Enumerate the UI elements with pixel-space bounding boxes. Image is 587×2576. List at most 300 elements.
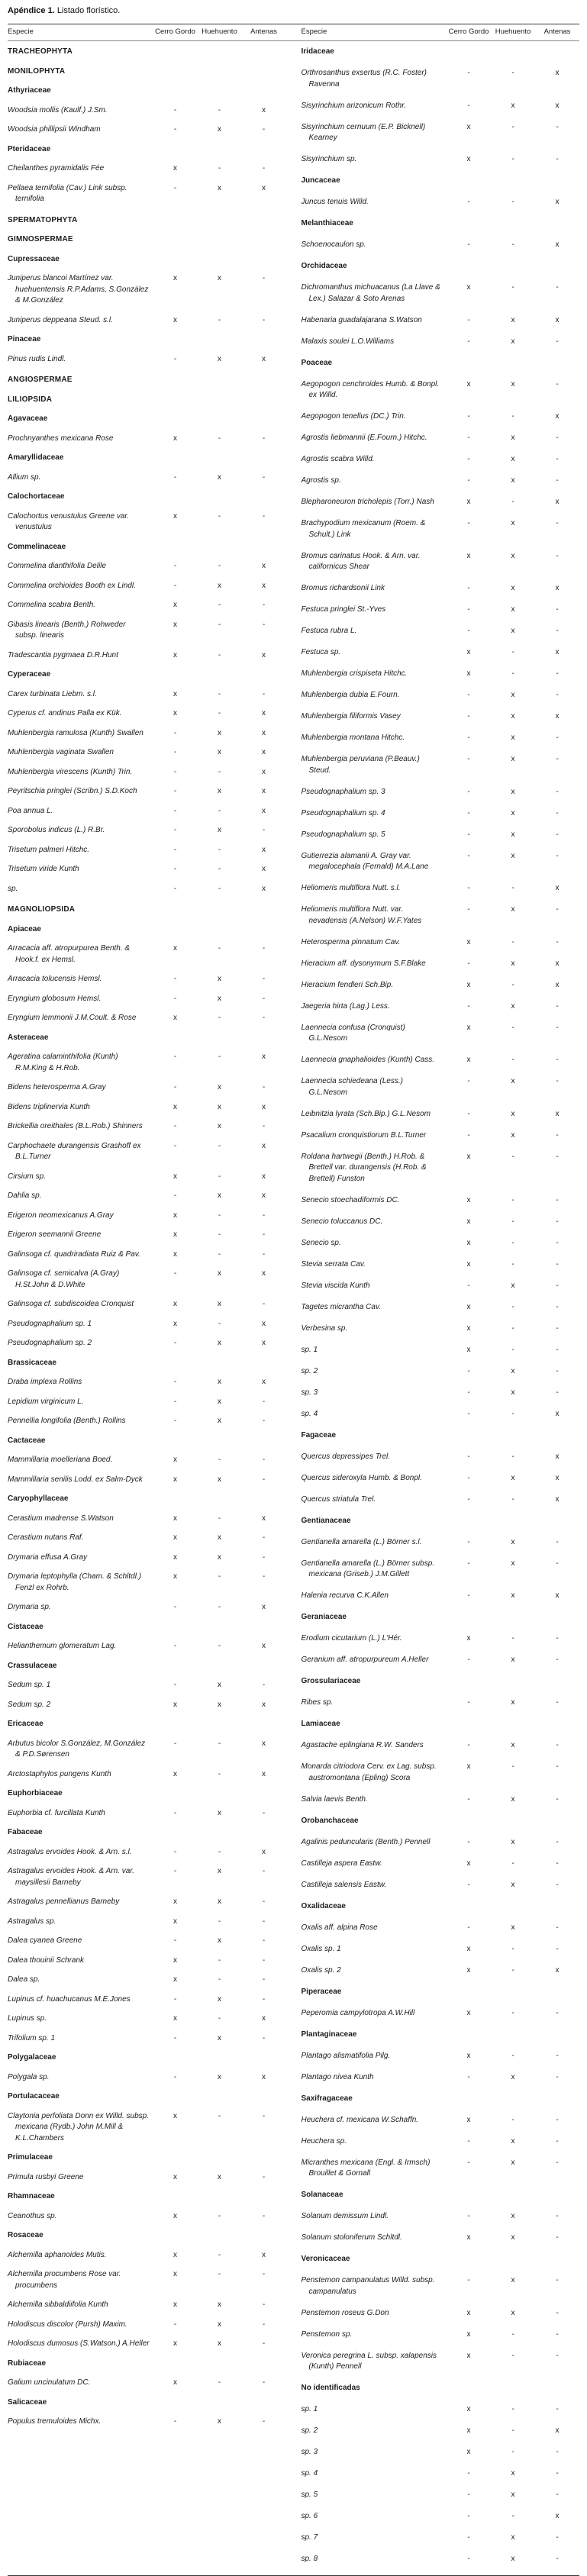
presence-mark: -: [556, 830, 559, 839]
presence-mark: -: [218, 1053, 221, 1061]
presence-mark: x: [511, 1794, 515, 1804]
presence-mark: -: [511, 648, 514, 656]
species-row: [302, 1559, 580, 1581]
presence-mark: -: [173, 1339, 177, 1347]
species-row: [8, 994, 286, 1005]
presence-mark: -: [467, 1656, 470, 1664]
presence-mark: -: [218, 806, 221, 815]
presence-mark: -: [556, 2533, 559, 2542]
presence-mark: -: [556, 2469, 559, 2478]
taxon-name: Cyperaceae: [8, 670, 51, 679]
species-row: [8, 1121, 286, 1133]
presence-mark: x: [555, 884, 560, 892]
taxon-name: Piperaceae: [301, 1987, 342, 1996]
presence-mark: x: [173, 1514, 177, 1523]
taxon-name: Pinus rudis Lindl.: [8, 354, 66, 363]
family-row: [8, 1358, 286, 1369]
species-row: [302, 1740, 580, 1752]
taxon-name: Plantago nivea Kunth: [301, 2072, 374, 2081]
presence-mark: -: [467, 851, 470, 860]
presence-mark: -: [556, 519, 559, 527]
taxon-name: Orchidaceae: [301, 262, 347, 270]
presence-mark: x: [173, 620, 177, 629]
presence-mark: -: [556, 1152, 559, 1161]
presence-mark: -: [262, 2211, 266, 2220]
taxon-name: Drymaria effusa A.Gray: [8, 1552, 88, 1562]
taxon-name: Allium sp.: [8, 472, 41, 482]
species-row: [8, 1319, 286, 1330]
species-row: [302, 733, 580, 744]
presence-mark: -: [467, 1591, 470, 1600]
presence-mark: -: [467, 1281, 470, 1290]
presence-mark: -: [467, 2212, 470, 2220]
presence-mark: x: [466, 2008, 471, 2017]
presence-mark: -: [467, 1923, 470, 1932]
species-row: [8, 1847, 286, 1859]
presence-mark: x: [466, 1195, 471, 1204]
presence-mark: -: [218, 2250, 221, 2259]
species-row: [302, 1345, 580, 1356]
family-row: [302, 1676, 580, 1688]
taxon-name: Melanthiaceae: [301, 219, 353, 227]
taxon-name: Pseudognaphalium sp. 1: [8, 1319, 92, 1328]
taxon-name: GIMNOSPERMAE: [8, 235, 73, 243]
presence-mark: x: [466, 551, 471, 560]
species-row: [302, 2426, 580, 2437]
taxon-name: Castilleja salensis Eastw.: [301, 1880, 387, 1889]
presence-mark: -: [467, 1537, 470, 1546]
presence-mark: -: [262, 2172, 266, 2181]
presence-mark: x: [511, 2233, 515, 2242]
taxon-name: Veronica peregrina L. subsp. xalapensis (Kunth) Pennell: [301, 2351, 437, 2371]
presence-mark: -: [511, 2008, 514, 2017]
taxon-name: Geranium aff. atropurpureum A.Heller: [301, 1656, 429, 1664]
taxon-name: Trifolium sp. 1: [8, 2033, 56, 2042]
presence-mark: x: [511, 2308, 515, 2317]
presence-mark: -: [556, 669, 559, 678]
taxon-name: Salvia laevis Benth.: [301, 1794, 368, 1804]
taxon-name: Gentianella amarella (L.) Börner s.l.: [301, 1537, 422, 1546]
taxon-name: Juniperus blancoi Martínez var. huehuentensis R.P.Adams, S.González & M.González: [8, 274, 149, 305]
presence-mark: -: [262, 1572, 266, 1581]
species-row: [302, 851, 580, 873]
presence-mark: -: [467, 1794, 470, 1804]
presence-mark: -: [173, 2033, 177, 2042]
taxon-name: Brachypodium mexicanum (Roem. & Schult.) Link: [301, 519, 426, 539]
presence-mark: -: [467, 198, 470, 206]
presence-mark: x: [262, 1172, 266, 1181]
presence-mark: x: [173, 315, 177, 324]
presence-mark: -: [262, 2417, 266, 2426]
presence-mark: x: [262, 1847, 266, 1856]
presence-mark: -: [556, 937, 559, 946]
species-row: [8, 1052, 286, 1074]
species-row: [302, 647, 580, 659]
species-row: [8, 2111, 286, 2145]
presence-mark: -: [262, 1300, 266, 1308]
presence-mark: -: [511, 1634, 514, 1643]
taxon-name: Hieracium fendleri Sch.Bip.: [301, 980, 394, 989]
taxon-name: Heliomeris multiflora Nutt. s.l.: [301, 884, 401, 892]
presence-mark: -: [556, 1537, 559, 1546]
presence-mark: -: [556, 337, 559, 346]
species-row: [8, 1397, 286, 1408]
taxon-name: sp. 3: [301, 1388, 318, 1397]
presence-mark: -: [467, 476, 470, 485]
presence-mark: -: [511, 2512, 514, 2520]
species-row: [302, 1259, 580, 1271]
species-row: [8, 315, 286, 327]
presence-mark: -: [556, 1656, 559, 1664]
presence-mark: -: [511, 122, 514, 131]
species-row: [8, 105, 286, 117]
presence-mark: -: [467, 2469, 470, 2478]
presence-mark: x: [173, 689, 177, 698]
presence-mark: x: [511, 1880, 515, 1889]
species-row: [302, 959, 580, 970]
taxon-name: No identificadas: [301, 2384, 360, 2392]
presence-mark: x: [555, 69, 560, 77]
right-column: [302, 47, 580, 2575]
presence-mark: x: [262, 354, 266, 363]
presence-mark: x: [555, 1494, 560, 1504]
presence-mark: -: [511, 1323, 514, 1333]
presence-mark: -: [467, 2276, 470, 2284]
taxon-name: Muhlenbergia virescens (Kunth) Trin.: [8, 767, 133, 776]
presence-mark: x: [555, 1409, 560, 1418]
presence-mark: x: [173, 1897, 177, 1906]
taxon-name: Schoenocaulon sp.: [301, 240, 366, 249]
species-row: [8, 1641, 286, 1652]
species-row: [302, 690, 580, 701]
presence-mark: x: [173, 709, 177, 717]
species-row: [8, 620, 286, 642]
presence-mark: -: [218, 709, 221, 717]
presence-mark: -: [218, 601, 221, 609]
presence-mark: -: [218, 164, 221, 172]
presence-mark: x: [555, 198, 560, 206]
presence-mark: x: [262, 1191, 266, 1200]
species-row: [302, 787, 580, 798]
presence-mark: -: [262, 994, 266, 1003]
taxon-name: Rubiaceae: [8, 2358, 47, 2368]
presence-mark: x: [262, 1053, 266, 1061]
species-row: [8, 124, 286, 136]
taxon-name: Agrostis liebmannii (E.Fourn.) Hitchc.: [301, 434, 427, 442]
presence-mark: -: [262, 2378, 266, 2387]
taxon-name: Sedum sp. 2: [8, 1700, 51, 1709]
presence-mark: -: [173, 1808, 177, 1817]
taxon-name: Cerastium madrense S.Watson: [8, 1514, 114, 1523]
taxon-name: Commelina dianthifolia Delile: [8, 562, 106, 570]
species-row: [302, 1965, 580, 1977]
taxon-name: Pseudognaphalium sp. 2: [8, 1339, 92, 1347]
presence-mark: x: [511, 808, 515, 817]
presence-mark: -: [173, 826, 177, 834]
presence-mark: -: [467, 1880, 470, 1889]
presence-mark: -: [556, 1559, 559, 1568]
presence-mark: -: [556, 605, 559, 614]
family-row: [302, 1901, 580, 1913]
presence-mark: x: [466, 2448, 471, 2456]
taxon-name: Senecio toluccanus DC.: [301, 1217, 383, 1226]
rank-row: [8, 215, 286, 227]
taxon-name: Athyriaceae: [8, 86, 51, 95]
taxon-name: Populus tremuloides Michx.: [8, 2417, 102, 2426]
taxon-name: Commelinaceae: [8, 542, 66, 551]
taxon-name: Alchemilla sibbaldiifolia Kunth: [8, 2300, 108, 2309]
presence-mark: x: [555, 959, 560, 968]
presence-mark: -: [262, 601, 266, 609]
presence-mark: x: [511, 315, 515, 324]
presence-mark: -: [467, 605, 470, 614]
presence-mark: x: [511, 787, 515, 796]
taxon-name: Agrostis scabra Willd.: [301, 455, 375, 463]
taxon-name: Penstemon campanulatus Willd. subsp. campanulatus: [301, 2276, 435, 2296]
species-row: [302, 2051, 580, 2062]
presence-mark: x: [173, 1172, 177, 1181]
presence-mark: x: [218, 1269, 221, 1278]
species-row: [8, 1917, 286, 1928]
presence-mark: -: [511, 155, 514, 163]
presence-mark: x: [466, 648, 471, 656]
taxon-name: Gutierrezia alamanii A. Gray var. megalocephala (Fernald) M.A.Lane: [301, 851, 429, 871]
species-row: [8, 1700, 286, 1711]
presence-mark: x: [262, 1102, 266, 1111]
species-row: [302, 2136, 580, 2148]
taxon-name: Amaryllidaceae: [8, 453, 64, 462]
species-row: [302, 2008, 580, 2020]
presence-mark: x: [511, 519, 515, 527]
presence-mark: -: [467, 1698, 470, 1707]
family-row: [8, 144, 286, 156]
species-row: [302, 337, 580, 348]
taxon-name: Erigeron seemannii Greene: [8, 1230, 102, 1239]
species-row: [8, 1338, 286, 1349]
presence-mark: -: [218, 865, 221, 873]
taxon-name: Alchemilla aphanoides Mutis.: [8, 2250, 107, 2259]
presence-mark: -: [467, 1388, 470, 1397]
taxon-name: Lupinus cf. huachucanus M.E.Jones: [8, 1994, 131, 2004]
presence-mark: x: [218, 2033, 221, 2042]
presence-mark: -: [511, 1944, 514, 1953]
taxon-name: Woodsia phillipsii Windham: [8, 125, 101, 134]
species-row: [8, 845, 286, 856]
presence-mark: x: [218, 1417, 221, 1425]
species-row: [8, 2250, 286, 2262]
presence-mark: -: [556, 2329, 559, 2339]
presence-mark: x: [466, 1323, 471, 1333]
family-row: [302, 2030, 580, 2041]
species-row: [302, 1837, 580, 1849]
presence-mark: -: [556, 1023, 559, 1032]
presence-mark: x: [511, 455, 515, 463]
presence-mark: -: [467, 584, 470, 592]
presence-mark: x: [173, 274, 177, 282]
species-row: [302, 2072, 580, 2084]
presence-mark: x: [511, 959, 515, 968]
species-row: [302, 583, 580, 595]
presence-mark: x: [511, 101, 515, 110]
taxon-name: sp. 2: [301, 2426, 318, 2435]
presence-mark: -: [218, 1456, 221, 1464]
species-row: [8, 2339, 286, 2350]
taxon-name: Juncus tenuis Willd.: [301, 198, 369, 206]
presence-mark: -: [218, 650, 221, 659]
species-row: [302, 1452, 580, 1463]
taxon-name: Heterosperma pinnatum Cav.: [301, 937, 401, 946]
presence-mark: x: [218, 1994, 221, 2004]
family-row: [8, 453, 286, 464]
family-row: [302, 1987, 580, 1998]
presence-mark: x: [555, 240, 560, 249]
taxon-name: Sporobolus indicus (L.) R.Br.: [8, 826, 105, 834]
species-row: [8, 2033, 286, 2045]
presence-mark: -: [556, 2448, 559, 2456]
presence-mark: x: [173, 2378, 177, 2387]
presence-mark: -: [218, 511, 221, 521]
presence-mark: x: [218, 1808, 221, 1817]
taxon-name: Muhlenbergia ramulosa (Kunth) Swallen: [8, 728, 144, 737]
presence-mark: -: [262, 689, 266, 698]
presence-mark: -: [556, 851, 559, 860]
presence-mark: x: [466, 2351, 471, 2360]
presence-mark: x: [173, 2270, 177, 2278]
family-row: [8, 924, 286, 936]
presence-mark: x: [218, 125, 221, 134]
species-row: [302, 1195, 580, 1207]
taxon-name: Agavaceae: [8, 414, 48, 423]
presence-mark: -: [262, 1475, 266, 1484]
taxon-name: Pteridaceae: [8, 144, 51, 153]
presence-mark: x: [218, 2339, 221, 2348]
presence-mark: x: [511, 2212, 515, 2220]
taxon-name: Drymaria sp.: [8, 1603, 51, 1611]
presence-mark: -: [218, 2111, 221, 2120]
taxon-name: sp. 5: [301, 2491, 318, 2499]
presence-mark: x: [262, 884, 266, 893]
species-row: [302, 2329, 580, 2341]
taxon-name: Galinsoga cf. subdiscoidea Cronquist: [8, 1300, 134, 1308]
taxon-name: Penstemon roseus G.Don: [301, 2308, 389, 2317]
presence-mark: x: [173, 434, 177, 443]
presence-mark: -: [218, 1230, 221, 1239]
presence-mark: x: [262, 845, 266, 854]
presence-mark: x: [555, 980, 560, 989]
species-row: [302, 626, 580, 637]
taxon-name: Senecio sp.: [301, 1238, 341, 1247]
presence-mark: -: [556, 2276, 559, 2284]
taxon-name: Tradescantia pygmaea D.R.Hunt: [8, 650, 118, 659]
presence-mark: x: [262, 2014, 266, 2023]
presence-mark: -: [173, 1681, 177, 1689]
presence-mark: -: [556, 1281, 559, 1290]
presence-mark: -: [218, 1319, 221, 1328]
presence-mark: x: [555, 315, 560, 324]
species-row: [302, 1859, 580, 1870]
taxon-name: Brassicaceae: [8, 1358, 56, 1367]
presence-mark: x: [511, 691, 515, 699]
presence-mark: x: [173, 1769, 177, 1778]
species-row: [302, 518, 580, 540]
presence-mark: -: [173, 105, 177, 114]
species-row: [302, 1366, 580, 1378]
presence-mark: -: [173, 125, 177, 134]
presence-mark: -: [262, 2339, 266, 2348]
presence-mark: x: [262, 1739, 266, 1748]
species-row: [8, 1866, 286, 1888]
taxon-name: Grossulariaceae: [301, 1677, 361, 1685]
presence-mark: -: [556, 1794, 559, 1804]
presence-mark: x: [555, 412, 560, 421]
presence-mark: -: [262, 434, 266, 443]
presence-mark: -: [556, 808, 559, 817]
presence-mark: x: [511, 605, 515, 614]
species-row: [302, 2490, 580, 2501]
taxon-name: Muhlenbergia peruviana (P.Beauv.) Steud.: [301, 755, 420, 775]
taxon-name: Woodsia mollis (Kaulf.) J.Sm.: [8, 105, 108, 114]
presence-mark: x: [555, 1473, 560, 1482]
taxon-name: Pseudognaphalium sp. 5: [301, 830, 385, 839]
presence-mark: x: [511, 2469, 515, 2478]
presence-mark: -: [173, 1642, 177, 1650]
presence-mark: -: [467, 691, 470, 699]
taxon-name: Tagetes micrantha Cav.: [301, 1302, 381, 1311]
presence-mark: x: [173, 1249, 177, 1259]
species-row: [8, 2172, 286, 2184]
presence-mark: -: [173, 994, 177, 1003]
presence-mark: -: [467, 627, 470, 635]
presence-mark: x: [262, 787, 266, 795]
species-row: [8, 1602, 286, 1614]
presence-mark: x: [466, 2426, 471, 2435]
taxon-name: Lepidium virginicum L.: [8, 1397, 84, 1406]
family-row: [302, 1516, 580, 1527]
taxon-name: Drymaria leptophylla (Cham. & Schltdl.) Fenzl ex Rohrb.: [8, 1572, 142, 1592]
family-row: [8, 254, 286, 266]
presence-mark: -: [262, 1955, 266, 1965]
presence-mark: x: [511, 2533, 515, 2542]
presence-mark: x: [466, 2051, 471, 2060]
presence-mark: -: [511, 937, 514, 946]
presence-mark: x: [511, 1281, 515, 1290]
taxon-name: Quercus sideroxyla Humb. & Bonpl.: [301, 1473, 422, 1482]
presence-mark: -: [556, 2405, 559, 2413]
column-header-especie: Especie: [8, 27, 34, 36]
taxon-name: Oxalis sp. 1: [301, 1944, 341, 1953]
presence-mark: -: [218, 620, 221, 629]
taxon-name: Commelina orchioides Booth ex Lindl.: [8, 581, 136, 590]
species-row: [302, 197, 580, 208]
presence-mark: -: [262, 1230, 266, 1239]
taxon-name: sp. 4: [301, 2469, 318, 2478]
taxon-name: Agrostis sp.: [301, 476, 341, 485]
presence-mark: x: [218, 975, 221, 983]
presence-mark: -: [556, 379, 559, 388]
presence-mark: x: [466, 1302, 471, 1311]
species-row: [302, 1655, 580, 1666]
species-row: [8, 943, 286, 966]
presence-mark: -: [556, 1077, 559, 1085]
presence-mark: x: [218, 472, 221, 482]
presence-mark: -: [556, 1001, 559, 1011]
presence-mark: x: [173, 2014, 177, 2023]
presence-mark: -: [556, 627, 559, 635]
family-row: [8, 2191, 286, 2203]
presence-mark: -: [556, 1859, 559, 1868]
presence-mark: x: [466, 2308, 471, 2317]
species-row: [302, 2158, 580, 2180]
